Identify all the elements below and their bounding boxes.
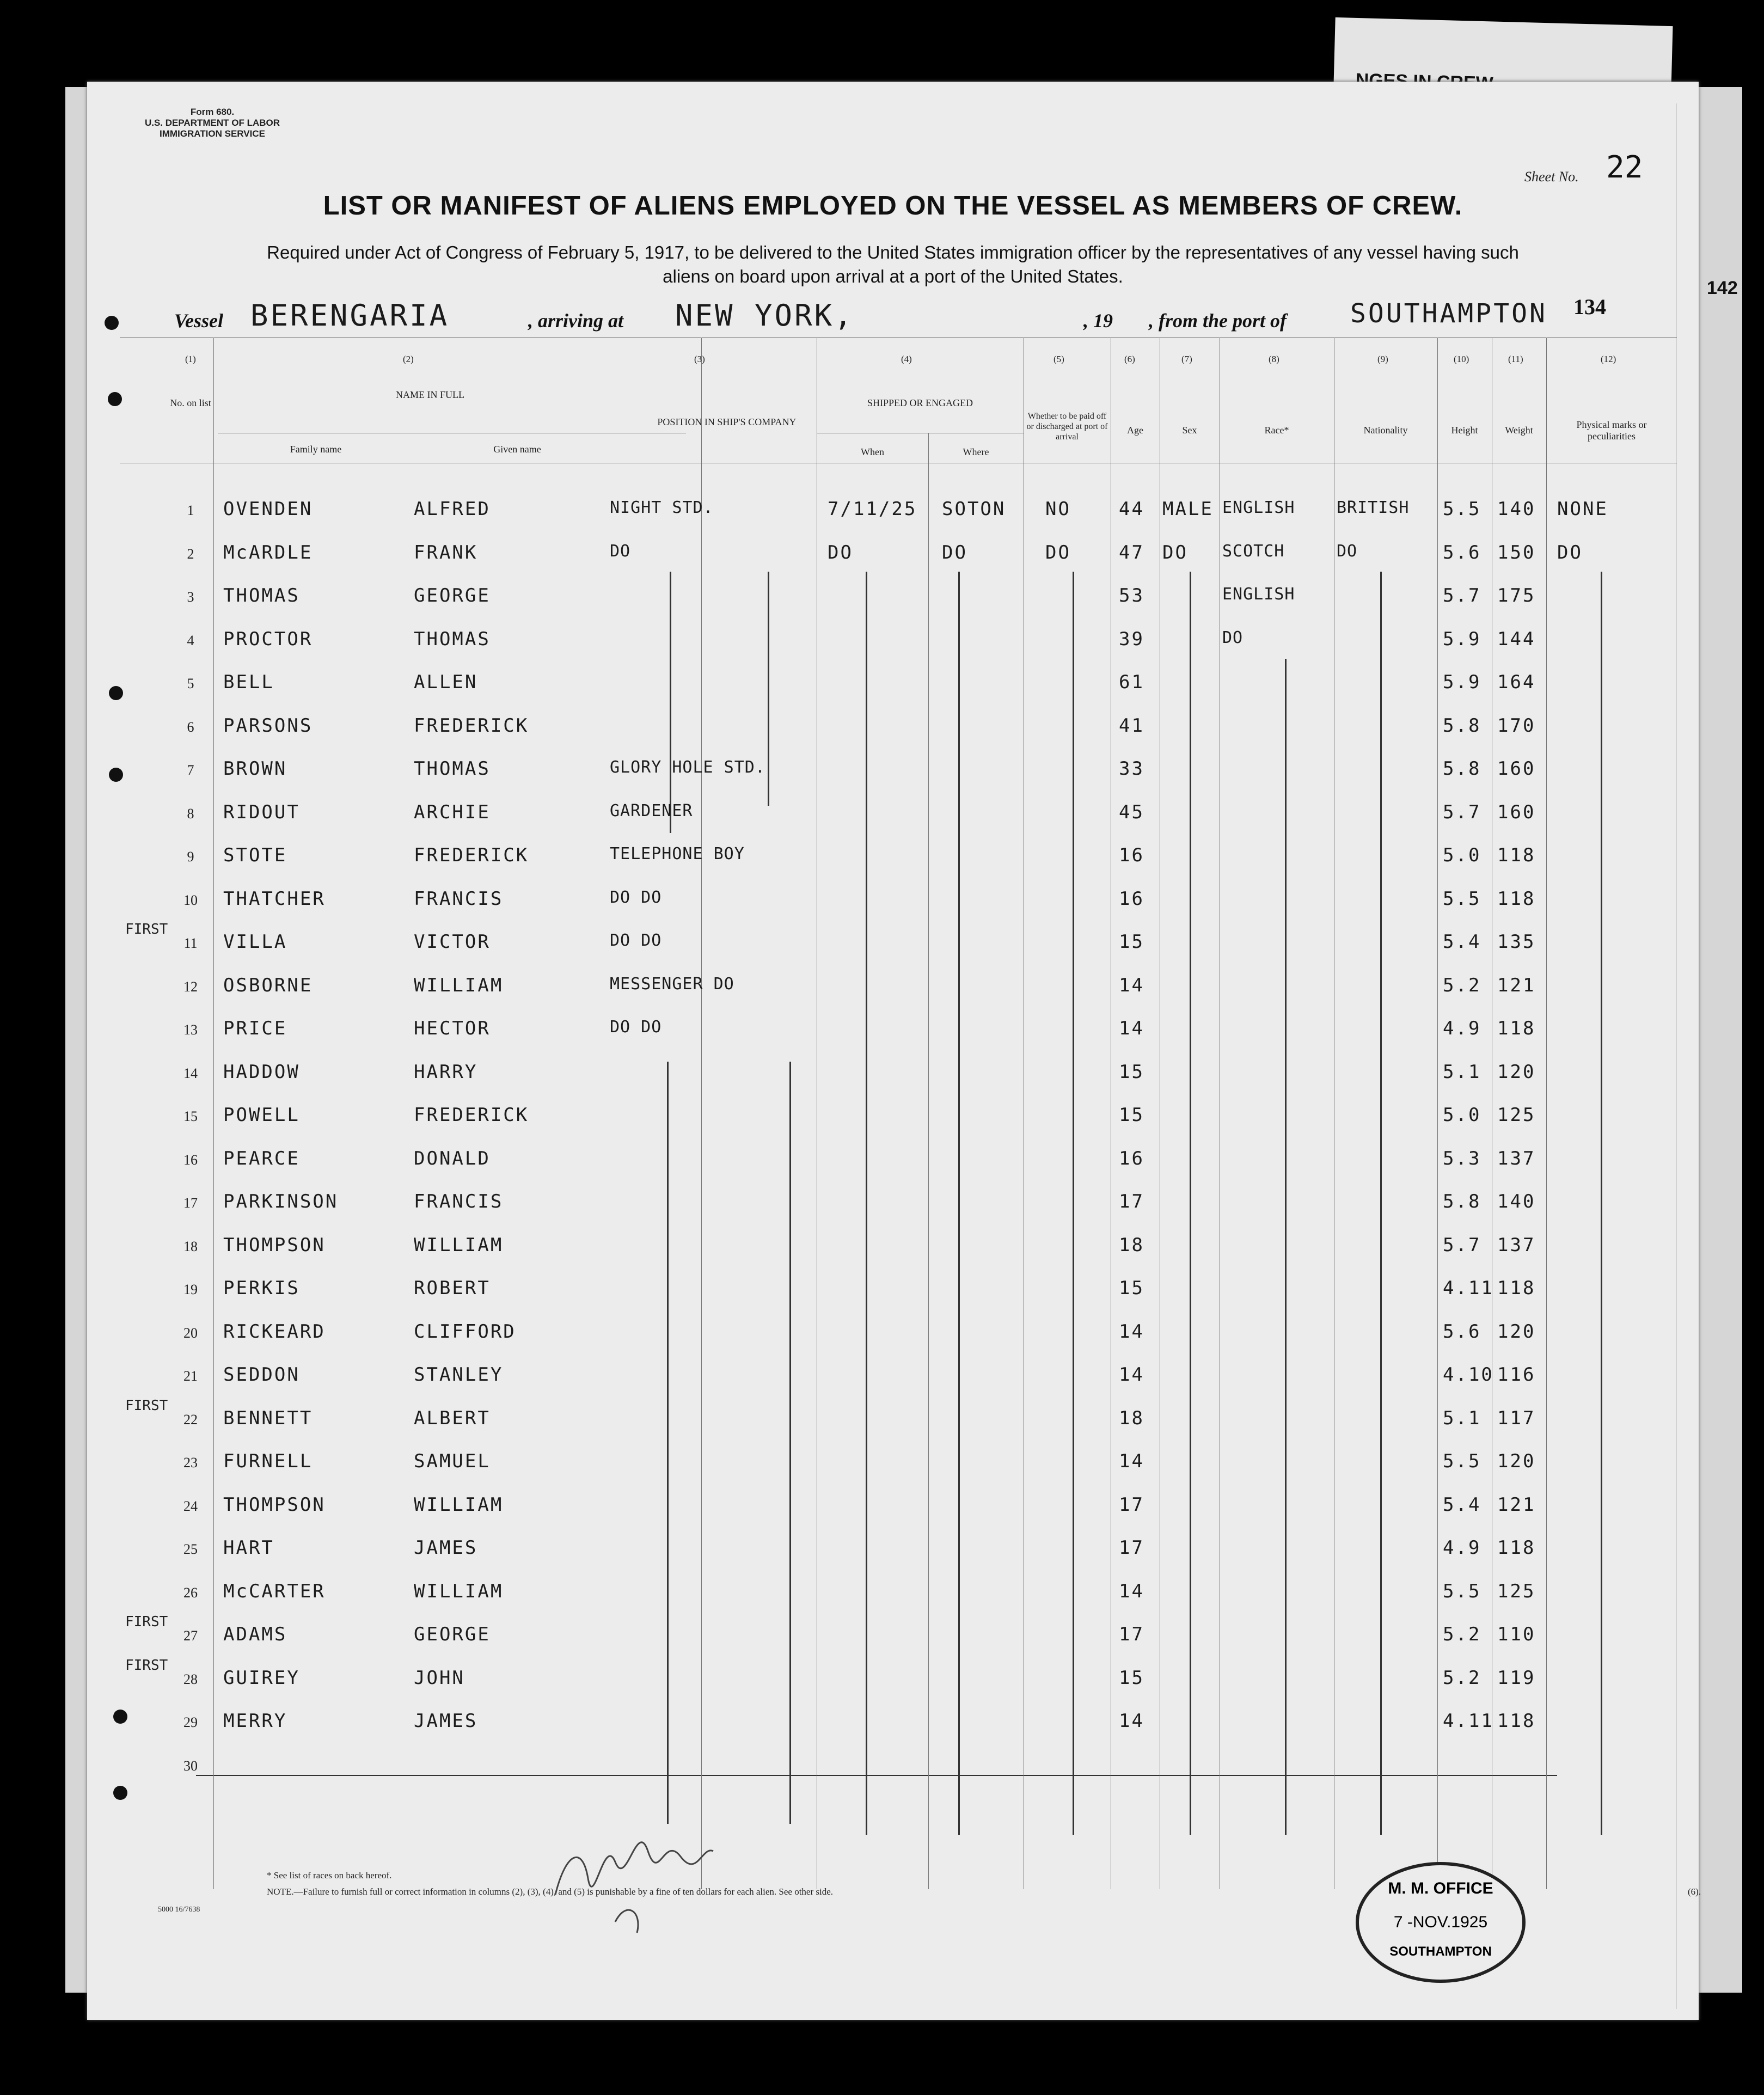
height: 4.9	[1443, 1018, 1481, 1039]
row-number: 14	[183, 1065, 198, 1081]
voyage-number: 134	[1573, 295, 1606, 319]
given-name: THOMAS	[414, 758, 491, 780]
weight: 160	[1497, 758, 1536, 780]
ditto-line	[1285, 659, 1287, 1835]
col5-header: Whether to be paid off or discharged at port of arrival	[1026, 412, 1108, 442]
height: 5.4	[1443, 1493, 1481, 1516]
given-name: GEORGE	[414, 585, 491, 607]
family-name: RIDOUT	[223, 801, 300, 823]
vessel-label: Vessel	[174, 310, 223, 332]
weight: 119	[1497, 1667, 1536, 1689]
punch-hole	[109, 768, 123, 782]
weight: 160	[1497, 801, 1536, 823]
weight: 137	[1497, 1234, 1536, 1256]
age: 16	[1119, 1147, 1144, 1169]
form-header	[131, 107, 294, 139]
col12-header: Physical marks or peculiarities	[1576, 419, 1647, 442]
row-number: 8	[187, 805, 194, 822]
given-name: FREDERICK	[414, 844, 529, 866]
age: 14	[1119, 1710, 1144, 1732]
family-name: BELL	[223, 671, 274, 693]
height: 5.3	[1443, 1147, 1481, 1169]
family-name: GUIREY	[223, 1667, 300, 1689]
col1-number: (1)	[185, 354, 196, 364]
given-name: FRANCIS	[414, 887, 504, 910]
punch-hole	[109, 686, 123, 700]
first-note: FIRST	[125, 1614, 168, 1630]
weight: 110	[1497, 1624, 1536, 1645]
height: 5.7	[1443, 801, 1481, 823]
row-number: 23	[183, 1455, 198, 1471]
col6-header: Age	[1127, 425, 1143, 436]
first-note: FIRST	[125, 1397, 168, 1414]
given-name: HECTOR	[414, 1018, 491, 1039]
height: 5.0	[1443, 1104, 1481, 1126]
signature	[534, 1786, 762, 1949]
weight: 150	[1497, 541, 1536, 563]
ditto-line	[1380, 572, 1382, 1835]
ditto-line	[670, 572, 671, 833]
arriving-label: , arriving at	[528, 310, 624, 332]
given-name: DONALD	[414, 1147, 491, 1169]
col-divider	[213, 338, 214, 1889]
shipped-where: DO	[942, 541, 967, 563]
height: 5.8	[1443, 758, 1481, 780]
given-name: FRANCIS	[414, 1191, 504, 1212]
row-number: 30	[183, 1757, 198, 1774]
race: DO	[1222, 628, 1244, 647]
races-footnote: * See list of races on back hereof.	[267, 1870, 392, 1880]
age: 15	[1119, 931, 1144, 953]
punch-hole	[105, 316, 119, 330]
stamp-place: SOUTHAMPTON	[1389, 1944, 1492, 1959]
weight: 118	[1497, 887, 1536, 910]
col-divider	[928, 433, 929, 1889]
col10-number: (10)	[1454, 354, 1469, 364]
row-number: 10	[183, 892, 198, 908]
col-divider	[1437, 338, 1438, 1889]
family-name: PRICE	[223, 1018, 287, 1039]
age: 61	[1119, 671, 1144, 693]
col1-header: No. on list	[170, 397, 211, 408]
height: 5.5	[1443, 498, 1481, 520]
row-number: 6	[187, 719, 194, 735]
row-number: 22	[183, 1411, 198, 1428]
given-name: STANLEY	[414, 1364, 504, 1386]
family-name: OVENDEN	[223, 498, 313, 520]
given-name: HARRY	[414, 1061, 478, 1083]
age: 17	[1119, 1537, 1144, 1559]
paid-off: DO	[1045, 541, 1071, 563]
height: 5.2	[1443, 1667, 1481, 1689]
weight: 118	[1497, 844, 1536, 866]
family-name: HADDOW	[223, 1061, 300, 1083]
side-number: 142	[1707, 278, 1738, 298]
age: 14	[1119, 1580, 1144, 1602]
position: MESSENGER DO	[610, 974, 734, 994]
height: 5.9	[1443, 671, 1481, 693]
row-number: 12	[183, 978, 198, 995]
from-label: , from the port of	[1149, 310, 1287, 332]
col3-header: POSITION IN SHIP'S COMPANY	[657, 416, 797, 427]
col11-number: (11)	[1508, 354, 1523, 364]
row-number: 3	[187, 589, 194, 605]
col6-number: (6)	[1124, 354, 1135, 364]
family-name: SEDDON	[223, 1364, 300, 1386]
age: 47	[1119, 541, 1144, 563]
given-name: WILLIAM	[414, 1493, 504, 1516]
punch-hole	[113, 1710, 127, 1724]
subtitle-line-1: Required under Act of Congress of February 5, 1917, to be delivered to the United States immigration officer by the representatives of any vessel having such	[267, 242, 1519, 262]
form-number: Form 680.	[190, 107, 235, 117]
weight: 118	[1497, 1537, 1536, 1559]
family-name: OSBORNE	[223, 974, 313, 996]
weight: 120	[1497, 1320, 1536, 1343]
col4-when-header: When	[861, 446, 884, 457]
office-stamp	[1356, 1862, 1526, 1983]
family-name: MERRY	[223, 1710, 287, 1732]
given-name: THOMAS	[414, 628, 491, 650]
row-number: 15	[183, 1108, 198, 1124]
family-name: HART	[223, 1537, 274, 1559]
col11-header: Weight	[1505, 425, 1533, 436]
arriving-port: NEW YORK,	[675, 298, 854, 333]
col8-number: (8)	[1269, 354, 1279, 364]
punch-hole	[108, 392, 122, 406]
given-name: VICTOR	[414, 931, 491, 953]
age: 44	[1119, 498, 1144, 520]
age: 17	[1119, 1624, 1144, 1645]
age: 18	[1119, 1234, 1144, 1256]
row-number: 26	[183, 1584, 198, 1601]
weight: 120	[1497, 1450, 1536, 1472]
height: 5.1	[1443, 1061, 1481, 1083]
height: 5.8	[1443, 1191, 1481, 1212]
col9-number: (9)	[1377, 354, 1388, 364]
family-name: POWELL	[223, 1104, 300, 1126]
age: 41	[1119, 714, 1144, 737]
manifest-page	[87, 82, 1699, 2020]
race: ENGLISH	[1222, 585, 1295, 604]
year-label: , 19	[1083, 310, 1113, 332]
given-name: ROBERT	[414, 1277, 491, 1299]
row-number: 5	[187, 676, 194, 691]
row-number: 17	[183, 1195, 198, 1211]
stamp-date: 7 -NOV.1925	[1393, 1913, 1488, 1931]
family-name: BENNETT	[223, 1407, 313, 1429]
row-number: 13	[183, 1022, 198, 1038]
height: 4.11	[1443, 1710, 1494, 1732]
age: 14	[1119, 1450, 1144, 1472]
penalty-note: NOTE.—Failure to furnish full or correct information in columns (2), (3), (4), and (5) is punishable by a fine of ten dollars for each alien. See other side.	[267, 1886, 834, 1897]
col12-number: (12)	[1601, 354, 1616, 364]
age: 14	[1119, 974, 1144, 996]
family-name: ADAMS	[223, 1624, 287, 1645]
ditto-line	[768, 572, 769, 806]
family-name: BROWN	[223, 758, 287, 780]
family-name: THOMAS	[223, 585, 300, 607]
row-number: 16	[183, 1151, 198, 1168]
row-number: 9	[187, 849, 194, 865]
given-name: WILLIAM	[414, 1234, 504, 1256]
weight: 164	[1497, 671, 1536, 693]
stamp-office: M. M. OFFICE	[1388, 1879, 1493, 1897]
given-name: JAMES	[414, 1537, 478, 1559]
weight: 175	[1497, 585, 1536, 607]
department-name: U.S. DEPARTMENT OF LABOR	[144, 118, 280, 128]
given-name: CLIFFORD	[414, 1320, 516, 1343]
first-note: FIRST	[125, 1657, 168, 1674]
position: DO DO	[610, 887, 662, 907]
shipped-when: DO	[828, 541, 853, 563]
shipped-when: 7/11/25	[828, 498, 917, 520]
given-name: SAMUEL	[414, 1450, 491, 1472]
col2-number: (2)	[403, 354, 414, 364]
position: TELEPHONE BOY	[610, 844, 745, 863]
given-name: ALFRED	[414, 498, 491, 520]
punch-hole	[113, 1786, 127, 1800]
height: 4.9	[1443, 1537, 1481, 1559]
row-number: 18	[183, 1238, 198, 1254]
height: 5.9	[1443, 628, 1481, 650]
age: 15	[1119, 1667, 1144, 1689]
given-name: FREDERICK	[414, 714, 529, 737]
height: 5.2	[1443, 974, 1481, 996]
ditto-line	[1073, 572, 1074, 1835]
sheet-label: Sheet No.	[1524, 169, 1579, 185]
family-name: PERKIS	[223, 1277, 300, 1299]
age: 14	[1119, 1018, 1144, 1039]
height: 5.0	[1443, 844, 1481, 866]
nationality: DO	[1337, 541, 1358, 561]
col3-number: (3)	[694, 354, 705, 364]
position: DO	[610, 541, 631, 561]
weight: 140	[1497, 498, 1536, 520]
col4-number: (4)	[901, 354, 912, 364]
col-divider	[701, 338, 702, 1889]
height: 5.7	[1443, 1234, 1481, 1256]
family-name: THOMPSON	[223, 1493, 326, 1516]
given-name: WILLIAM	[414, 974, 504, 996]
race: SCOTCH	[1222, 541, 1285, 561]
age: 53	[1119, 585, 1144, 607]
weight: 116	[1497, 1364, 1536, 1386]
race: ENGLISH	[1222, 498, 1295, 517]
row-number: 27	[183, 1628, 198, 1644]
col2-given-header: Given name	[493, 444, 541, 455]
height: 5.4	[1443, 931, 1481, 953]
given-name: ALLEN	[414, 671, 478, 693]
age: 17	[1119, 1191, 1144, 1212]
age: 15	[1119, 1061, 1144, 1083]
age: 16	[1119, 844, 1144, 866]
position: GARDENER	[610, 801, 693, 820]
height: 5.6	[1443, 541, 1481, 563]
ditto-line	[1601, 572, 1602, 1835]
sex: DO	[1162, 541, 1188, 563]
height: 5.5	[1443, 887, 1481, 910]
weight: 118	[1497, 1277, 1536, 1299]
age: 15	[1119, 1104, 1144, 1126]
position: DO DO	[610, 1018, 662, 1037]
given-name: ALBERT	[414, 1407, 491, 1429]
physical-marks: DO	[1557, 541, 1583, 563]
age: 45	[1119, 801, 1144, 823]
weight: 120	[1497, 1061, 1536, 1083]
row-number: 2	[187, 546, 194, 562]
position: NIGHT STD.	[610, 498, 714, 517]
row-number: 19	[183, 1282, 198, 1297]
physical-marks: NONE	[1557, 498, 1608, 520]
col7-header: Sex	[1182, 425, 1197, 436]
weight: 117	[1497, 1407, 1536, 1429]
col8-header: Race*	[1264, 425, 1289, 436]
weight: 170	[1497, 714, 1536, 737]
from-port: SOUTHAMPTON	[1350, 298, 1547, 329]
ditto-line	[667, 1062, 669, 1824]
age: 16	[1119, 887, 1144, 910]
col7-number: (7)	[1181, 354, 1192, 364]
age: 15	[1119, 1277, 1144, 1299]
age: 17	[1119, 1493, 1144, 1516]
height: 5.8	[1443, 714, 1481, 737]
family-name: PARKINSON	[223, 1191, 339, 1212]
ditto-line	[958, 572, 960, 1835]
position: GLORY HOLE STD.	[610, 758, 765, 777]
print-code: 5000 16/7638	[158, 1906, 200, 1914]
weight: 118	[1497, 1710, 1536, 1732]
row-number: 21	[183, 1368, 198, 1384]
height: 5.5	[1443, 1580, 1481, 1602]
sheet-number: 22	[1606, 150, 1643, 185]
service-name: IMMIGRATION SERVICE	[160, 128, 265, 139]
weight: 135	[1497, 931, 1536, 953]
first-note: FIRST	[125, 921, 168, 938]
row-number: 29	[183, 1714, 198, 1730]
height: 5.2	[1443, 1624, 1481, 1645]
row-number: 1	[187, 503, 194, 518]
given-name: FREDERICK	[414, 1104, 529, 1126]
age: 14	[1119, 1364, 1144, 1386]
row-number: 4	[187, 632, 194, 648]
age: 39	[1119, 628, 1144, 650]
row-number: 24	[183, 1498, 198, 1514]
family-name: PARSONS	[223, 714, 313, 737]
family-name: THOMPSON	[223, 1234, 326, 1256]
col10-header: Height	[1451, 425, 1478, 436]
row-number: 28	[183, 1671, 198, 1687]
list-end-rule	[196, 1775, 1557, 1776]
col2-header: NAME IN FULL	[396, 389, 464, 400]
weight: 137	[1497, 1147, 1536, 1169]
family-name: McARDLE	[223, 541, 313, 563]
col5-number: (5)	[1054, 354, 1064, 364]
weight: 125	[1497, 1104, 1536, 1126]
col4-header: SHIPPED OR ENGAGED	[867, 397, 973, 408]
row-number: 20	[183, 1325, 198, 1341]
height: 4.10	[1443, 1364, 1494, 1386]
weight: 125	[1497, 1580, 1536, 1602]
position: DO DO	[610, 931, 662, 950]
family-name: VILLA	[223, 931, 287, 953]
vessel-name: BERENGARIA	[250, 298, 450, 333]
family-name: PEARCE	[223, 1147, 300, 1169]
family-name: RICKEARD	[223, 1320, 326, 1343]
family-name: STOTE	[223, 844, 287, 866]
edge-mark: (6).	[1688, 1886, 1701, 1897]
weight: 118	[1497, 1018, 1536, 1039]
family-name: McCARTER	[223, 1580, 326, 1602]
age: 18	[1119, 1407, 1144, 1429]
height: 5.1	[1443, 1407, 1481, 1429]
given-name: GEORGE	[414, 1624, 491, 1645]
ditto-line	[789, 1062, 791, 1824]
weight: 121	[1497, 974, 1536, 996]
row-number: 7	[187, 762, 194, 778]
col9-header: Nationality	[1363, 425, 1408, 436]
given-name: WILLIAM	[414, 1580, 504, 1602]
ditto-line	[866, 572, 867, 1835]
col4-where-header: Where	[963, 446, 989, 457]
height: 5.5	[1443, 1450, 1481, 1472]
row-number: 25	[183, 1541, 198, 1557]
height: 5.6	[1443, 1320, 1481, 1343]
age: 33	[1119, 758, 1144, 780]
col-divider	[1546, 338, 1547, 1889]
family-name: PROCTOR	[223, 628, 313, 650]
col2-family-header: Family name	[290, 444, 342, 455]
family-name: FURNELL	[223, 1450, 313, 1472]
nationality: BRITISH	[1337, 498, 1410, 517]
age: 14	[1119, 1320, 1144, 1343]
weight: 144	[1497, 628, 1536, 650]
page-title: LIST OR MANIFEST OF ALIENS EMPLOYED ON THE VESSEL AS MEMBERS OF CREW.	[323, 191, 1463, 220]
height: 4.11	[1443, 1277, 1494, 1299]
height: 5.7	[1443, 585, 1481, 607]
weight: 140	[1497, 1191, 1536, 1212]
ditto-line	[1190, 572, 1191, 1835]
given-name: ARCHIE	[414, 801, 491, 823]
given-name: FRANK	[414, 541, 478, 563]
shipped-where: SOTON	[942, 498, 1006, 520]
paid-off: NO	[1045, 498, 1071, 520]
sex: MALE	[1162, 498, 1214, 520]
row-number: 11	[183, 935, 198, 951]
subtitle-line-2: aliens on board upon arrival at a port of the United States.	[663, 266, 1123, 286]
family-name: THATCHER	[223, 887, 326, 910]
weight: 121	[1497, 1493, 1536, 1516]
given-name: JAMES	[414, 1710, 478, 1732]
given-name: JOHN	[414, 1667, 465, 1689]
